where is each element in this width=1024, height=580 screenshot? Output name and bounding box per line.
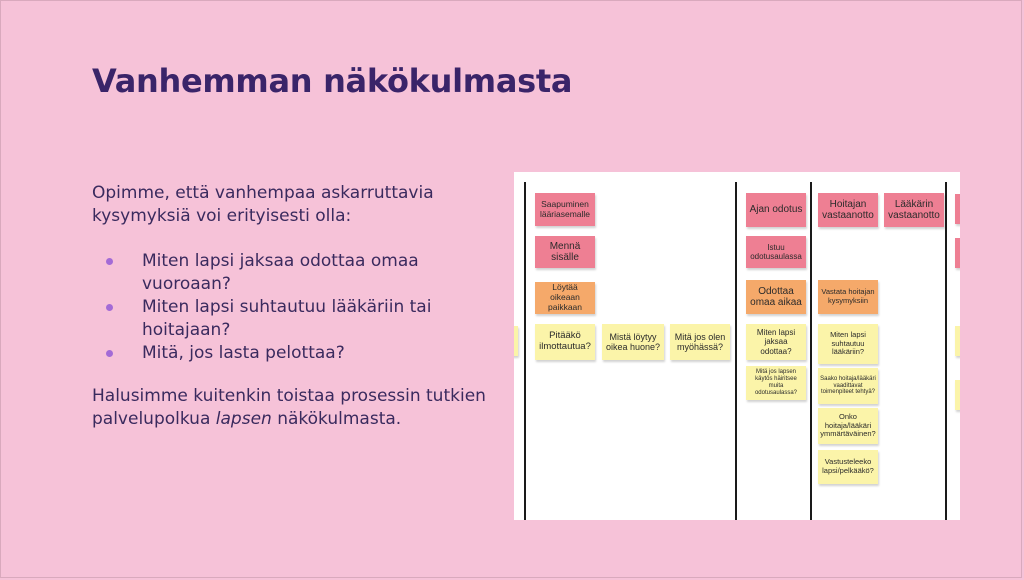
list-item: Miten lapsi suhtautuu lääkäriin tai hoitajaan? (92, 296, 492, 342)
sticky-note: Löytää oikeaan paikkaan (535, 282, 595, 314)
sticky-note: Saako hoitaja/lääkäri vaadittavat toimenpiteet tehtyä? (818, 368, 878, 404)
sticky-note: Ajan odotus (746, 193, 806, 227)
intro-paragraph: Opimme, että vanhempaa askarruttavia kysymyksiä voi erityisesti olla: (92, 183, 434, 226)
sticky-note: Pitääkö ilmottautua? (535, 324, 595, 360)
slide-title: Vanhemman näkökulmasta (92, 62, 573, 100)
question-list (92, 250, 492, 365)
sticky-note: Lääkärin vastaanotto (884, 193, 944, 227)
outro-text-end: näkökulmasta. (271, 409, 402, 429)
sticky-note: Mennä sisälle (535, 236, 595, 268)
column-divider (945, 182, 947, 520)
sticky-note: Hoitajan vastaanotto (818, 193, 878, 227)
sticky-note: Odottaa omaa aikaa (746, 280, 806, 314)
slide-body (92, 182, 492, 431)
sticky-note: Vastata hoitajan kysymyksiin (818, 280, 878, 314)
sticky-note: Mitä jos olen myöhässä? (670, 324, 730, 360)
sticky-note-partial (514, 326, 518, 356)
column-divider (735, 182, 737, 520)
column-divider (810, 182, 812, 520)
sticky-note-partial (955, 194, 960, 224)
sticky-note: Mitä jos lapsen käytös häiritsee muita odotusaulassa? (746, 366, 806, 400)
sticky-note-partial (955, 238, 960, 268)
outro-emphasis: lapsen (215, 409, 272, 429)
column-divider (524, 182, 526, 520)
sticky-note: Mistä löytyy oikea huone? (602, 324, 664, 360)
sticky-note: Istuu odotusaulassa (746, 236, 806, 268)
journey-board-image (514, 172, 960, 520)
sticky-note: Onko hoitaja/lääkäri ymmärtäväinen? (818, 408, 878, 444)
outro-paragraph (92, 385, 492, 431)
sticky-note-partial (955, 326, 960, 356)
sticky-note: Miten lapsi suhtautuu lääkäriin? (818, 324, 878, 364)
list-item: Mitä, jos lasta pelottaa? (92, 342, 492, 365)
sticky-note: Miten lapsi jaksaa odottaa? (746, 324, 806, 360)
outro-text: Halusimme kuitenkin toistaa prosessin tutkien palvelupolkua (92, 386, 486, 429)
sticky-note-partial (955, 380, 960, 410)
list-item: Miten lapsi jaksaa odottaa omaa vuoroaan? (92, 250, 492, 296)
sticky-note: Saapuminen lääriasemalle (535, 193, 595, 226)
sticky-note: Vastusteleeko lapsi/pelkääkö? (818, 450, 878, 484)
